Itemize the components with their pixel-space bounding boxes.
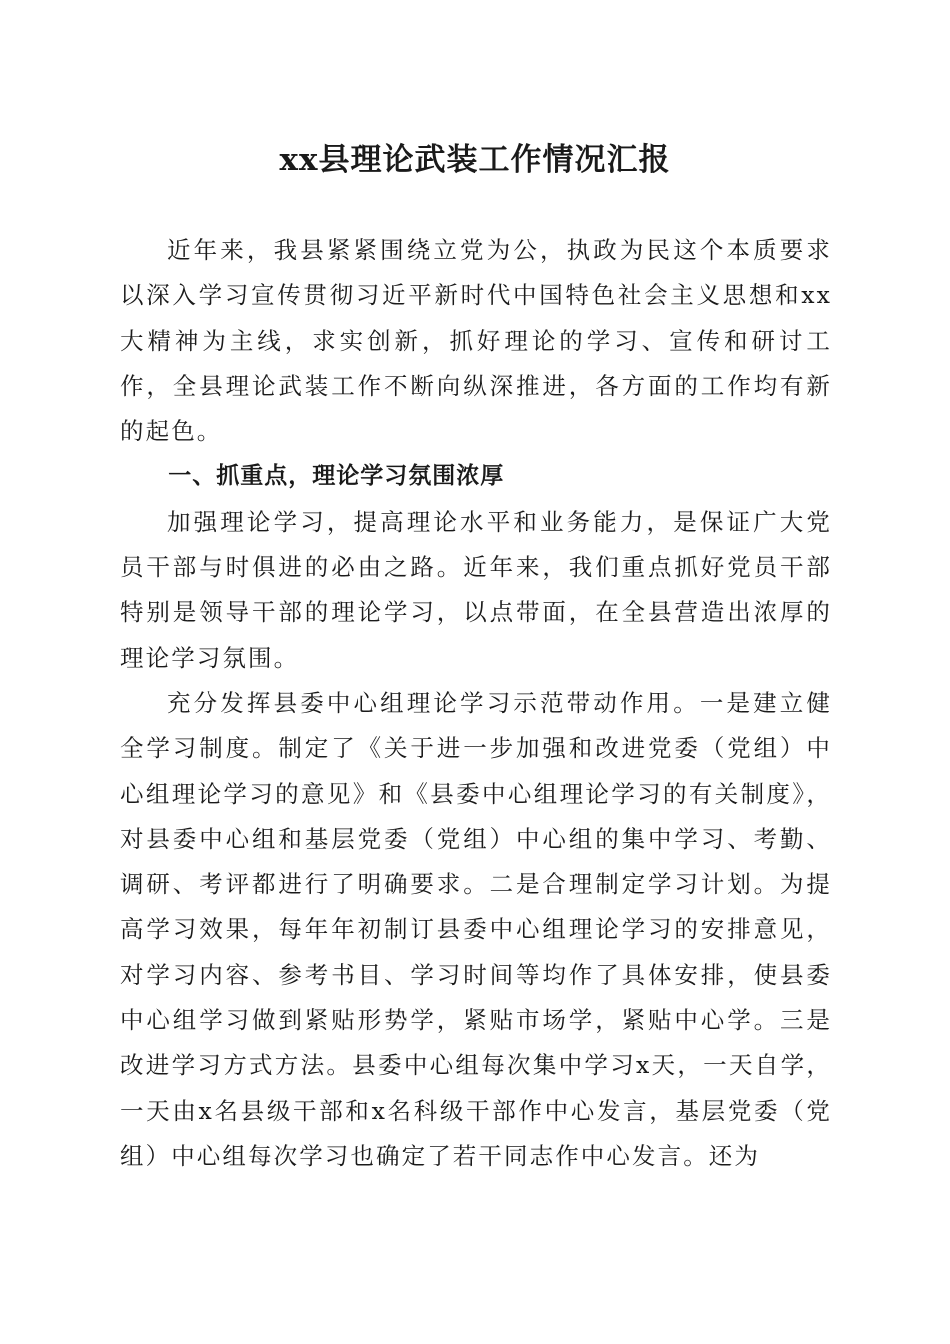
document-body: [120, 228, 832, 1179]
section-heading: 一、抓重点，理论学习氛围浓厚: [168, 463, 505, 490]
document-title: xx县理论武装工作情况汇报: [279, 142, 671, 178]
section-paragraph-2: 充分发挥县委中心组理论学习示范带动作用。一是建立健全学习制度。制定了《关于进一步加强和改进党委（党组）中心组理论学习的意见》和《县委中心组理论学习的有关制度》，对县委中心组和基层党委（党组）中心组的集中学习、考勤、调研、考评都进行了明确要求。二是合理制定学习计划。为提高学习效果，每年年初制订县委中心组理论学习的安排意见，对学习内容、参考书目、学习时间等均作了具体安排，使县委中心组学习做到紧贴形势学，紧贴市场学，紧贴中心学。三是改进学习方式方法。县委中心组每次集中学习x天，一天自学，一天由x名县级干部和x名科级干部作中心发言，基层党委（党组）中心组每次学习也确定了若干同志作中心发言。还为: [120, 688, 832, 1170]
section-paragraph-1: 加强理论学习，提高理论水平和业务能力，是保证广大党员干部与时俱进的必由之路。近年来，我们重点抓好党员干部特别是领导干部的理论学习，以点带面，在全县营造出浓厚的理论学习氛围。: [120, 507, 832, 672]
intro-paragraph: 近年来，我县紧紧围绕立党为公，执政为民这个本质要求以深入学习宣传贯彻习近平新时代中国特色社会主义思想和xx大精神为主线，求实创新，抓好理论的学习、宣传和研讨工作，全县理论武装工作不断向纵深推进，各方面的工作均有新的起色。: [120, 236, 832, 446]
